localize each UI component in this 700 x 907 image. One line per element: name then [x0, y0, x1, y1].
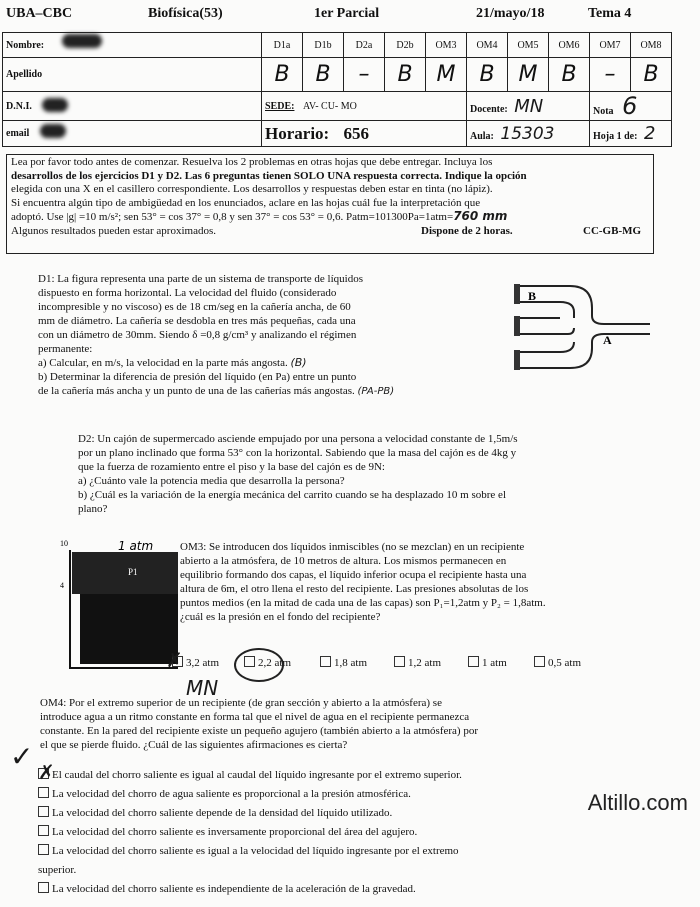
om4-option[interactable] — [38, 880, 648, 899]
d1-hand-b: (PA-PB) — [357, 386, 395, 397]
code-cell: OM5 — [508, 33, 549, 58]
d1-item-a-text: a) Calcular, en m/s, la velocidad en la parte más angosta. — [38, 357, 288, 369]
om4-option[interactable] — [38, 823, 648, 842]
answer-cell[interactable]: – — [344, 58, 385, 92]
om4-option-continuation: superior. — [38, 864, 77, 876]
code-cell: OM6 — [549, 33, 590, 58]
om4-option-label: La velocidad del chorro saliente depende de la densidad del líquido utilizado. — [52, 807, 393, 819]
apellido-label: Apellido — [6, 69, 43, 80]
dispone: Dispone de 2 horas. — [421, 224, 513, 237]
om3-option-label: 1,8 atm — [334, 657, 367, 669]
om4-option-label: El caudal del chorro saliente es igual al caudal del líquido ingresante por el extremo superior. — [52, 769, 462, 781]
upper-liquid — [72, 552, 178, 594]
d2-item-b: b) ¿Cuál es la variación de la energía mecánica del carrito cuando se ha desplazado 10 m sobre el — [78, 489, 506, 501]
fig-hand-atm: 1 atm — [118, 539, 154, 553]
d1-item-a — [38, 356, 498, 370]
om3-option-label: 1,2 atm — [408, 657, 441, 669]
d1-line: D1: La figura representa una parte de un sistema de transporte de líquidos — [38, 273, 363, 285]
nota-label: Nota — [593, 106, 614, 117]
d1-item-b: b) Determinar la diferencia de presión del líquido (en Pa) entre un punto — [38, 371, 357, 383]
code-cell: D1a — [262, 33, 303, 58]
om4-line: OM4: Por el extremo superior de un recipiente (de gran sección y abierto a la atmósfera) se — [40, 697, 442, 709]
instr-line-5-text: adoptó. Use |g| =10 m/s²; sen 53° = cos 37° = 0,8 y sen 37° = cos 53° = 0,6. Patm=101300Pa=1atm= — [11, 211, 454, 223]
d2-line: D2: Un cajón de supermercado asciende empujado por una persona a velocidad constante de 1,5m/s — [78, 433, 518, 445]
container-figure — [58, 530, 178, 670]
fig-mid-label: 4 — [60, 581, 64, 590]
tema: Tema 4 — [588, 6, 632, 21]
docente-label: Docente: — [470, 103, 508, 115]
d1-line: con un diámetro de 30mm. Siendo δ =0,8 g/cm³ y analizando el régimen — [38, 329, 357, 341]
d2-item-a: a) ¿Cuánto vale la potencia media que desarrolla la persona? — [78, 475, 345, 487]
d2-line: que la fuerza de rozamiento entre el piso y la base del cajón es de 9N: — [78, 461, 385, 473]
answer-cell[interactable]: M — [508, 58, 549, 92]
redacted-dni — [42, 98, 68, 112]
hoja-value: 2 — [643, 123, 656, 144]
code-cell: OM7 — [590, 33, 631, 58]
answer-cell[interactable]: – — [590, 58, 631, 92]
pipe-figure — [500, 272, 660, 392]
om3-line: OM3: Se introducen dos líquidos inmiscibles (no se mezclan) en un recipiente — [180, 541, 525, 553]
watermark: Altillo.com — [587, 790, 688, 815]
d1-hand-a: (B) — [290, 356, 307, 369]
d2-item-b-2: plano? — [78, 503, 108, 515]
d1-line: permanente: — [38, 343, 93, 355]
check-mark: ✓ — [10, 740, 34, 773]
checkbox[interactable] — [38, 844, 49, 855]
om3-option[interactable] — [468, 656, 507, 669]
om4-line: el que se pierde fluido. ¿Cuál de las siguientes afirmaciones es cierta? — [40, 739, 348, 751]
d2-line: por un plano inclinado que forma 53° con la horizontal. Sabiendo que la masa del cajón es de 4kg y — [78, 447, 517, 459]
circle-mark — [234, 648, 284, 682]
om3-line: equilibrio formando dos capas, el líquido inferior ocupa el recipiente hasta una — [180, 569, 527, 581]
docente-cell[interactable] — [467, 92, 590, 121]
horario-value: 656 — [343, 123, 369, 143]
subject: Biofísica(53) — [148, 6, 223, 21]
nombre-label: Nombre: — [6, 39, 45, 51]
instructions-box — [6, 154, 654, 254]
student-info-table — [2, 32, 672, 147]
d1-section — [38, 272, 498, 399]
om4-line: introduce agua a un ritmo constante en forma tal que el nivel de agua en el recipiente permanezca — [40, 711, 470, 723]
horario-cell[interactable] — [262, 121, 467, 147]
checkbox[interactable] — [38, 825, 49, 836]
aula-label: Aula: — [470, 130, 494, 142]
aula-value: 15303 — [500, 123, 555, 144]
checkbox[interactable] — [38, 787, 49, 798]
redacted-email — [40, 124, 66, 138]
om3-section — [180, 540, 638, 624]
instr-line-1: Lea por favor todo antes de comenzar. Resuelva los 2 problemas en otras hojas que debe entregar. Incluya los — [11, 156, 493, 168]
d1-line: dispuesto en forma horizontal. La velocidad del fluido (considerado — [38, 287, 337, 299]
om4-option[interactable] — [38, 766, 648, 785]
om3-option-label: 3,2 atm — [186, 657, 219, 669]
profesores-codes: CC-GB-MG — [583, 224, 642, 237]
answer-cell[interactable]: B — [467, 58, 508, 92]
institution: UBA–CBC — [6, 6, 73, 21]
instr-line-6 — [11, 225, 649, 239]
om3-option-label: 0,5 atm — [548, 657, 581, 669]
hoja-cell[interactable] — [590, 121, 672, 147]
instr-line-6-text: Algunos resultados pueden estar aproximados. — [11, 224, 216, 237]
sede-options: AV- CU- MO — [302, 100, 357, 112]
answer-cell[interactable]: B — [262, 58, 303, 92]
d1-item-b-2 — [38, 384, 498, 399]
answer-cell[interactable]: B — [631, 58, 672, 92]
instr-line-2: desarrollos de los ejercicios D1 y D2. Las 6 preguntas tienen SOLO UNA respuesta correcta. Indique la opción — [11, 169, 527, 182]
om4-option[interactable] — [38, 785, 648, 804]
horario-label: Horario: — [265, 123, 330, 143]
code-cell: OM4 — [467, 33, 508, 58]
om4-option-label: La velocidad del chorro saliente es inversamente proporcional del área del agujero. — [52, 826, 418, 838]
exam-name: 1er Parcial — [314, 6, 380, 21]
cross-mark: ✗ — [166, 648, 183, 672]
om3-line: ¿cuál es la presión en el fondo del recipiente? — [180, 611, 381, 623]
docente-value: MN — [514, 95, 544, 117]
om3-option-label: 1 atm — [482, 657, 507, 669]
om4-options — [38, 766, 648, 899]
d1-line: incompresible y no viscoso) es de 18 cm/seg en la cañería ancha, de 60 — [38, 301, 351, 313]
om4-option-label: La velocidad del chorro saliente es igual a la velocidad del líquido ingresante por el extremo — [52, 845, 459, 857]
checkbox[interactable] — [394, 656, 405, 667]
apellido-field[interactable] — [3, 58, 262, 92]
redacted-nombre — [62, 34, 102, 48]
om4-option-label: La velocidad del chorro de agua saliente es proporcional a la presión atmosférica. — [52, 788, 411, 800]
code-cell: OM8 — [631, 33, 672, 58]
dni-label: D.N.I. — [6, 100, 32, 112]
om3-line: puntos medios (en la mitad de cada una de las capas) son P₁=1,2atm y P₂ = 1,8atm. — [180, 597, 546, 609]
sede-cell[interactable] — [262, 92, 467, 121]
om3-option-label: 2,2 atm — [258, 657, 291, 669]
sede-label: SEDE: — [265, 100, 295, 112]
pipe-flanges — [514, 284, 520, 370]
answer-cell[interactable]: B — [303, 58, 344, 92]
answer-cell[interactable]: B — [549, 58, 590, 92]
om3-option[interactable] — [534, 656, 581, 669]
label-b: B — [528, 289, 537, 303]
cross-mark: ✗ — [38, 760, 55, 784]
d1-line: mm de diámetro. La cañería se desdobla en tres más pequeñas, cada una — [38, 315, 356, 327]
om4-option[interactable] — [38, 804, 648, 823]
nota-cell[interactable] — [590, 92, 672, 121]
om4-option[interactable] — [38, 842, 648, 861]
checkbox[interactable] — [38, 882, 49, 893]
nombre-field[interactable] — [3, 33, 262, 58]
om3-option[interactable] — [320, 656, 367, 669]
checkbox[interactable] — [320, 656, 331, 667]
instr-line-4: Si encuentra algún tipo de ambigüedad en los enunciados, aclare en las hojas cuál fue la interpretación que — [11, 196, 481, 209]
om3-line: altura de 6m, el otro llena el resto del recipiente. Las presiones absolutas de los — [180, 583, 529, 595]
checkbox[interactable] — [38, 806, 49, 817]
exam-date: 21/mayo/18 — [476, 6, 545, 21]
checkbox[interactable] — [468, 656, 479, 667]
om3-option[interactable] — [394, 656, 441, 669]
code-cell: D2b — [385, 33, 426, 58]
om4-option-label: La velocidad del chorro saliente es independiente de la aceleración de la gravedad. — [52, 883, 416, 895]
fig-p1-label: P1 — [128, 567, 138, 577]
answer-cell[interactable]: B — [385, 58, 426, 92]
om3-line: abierto a la atmósfera, de 10 metros de altura. Los mismos permanecen en — [180, 555, 507, 567]
om4-section — [40, 696, 640, 752]
nota-value: 6 — [622, 92, 638, 120]
label-a: A — [603, 333, 612, 347]
code-cell: D1b — [303, 33, 344, 58]
d1-item-b2-text: de la cañería más ancha y un punto de una de las cañerías más angostas. — [38, 385, 355, 397]
d2-section — [78, 432, 638, 516]
hoja-label: Hoja 1 de: — [593, 131, 638, 142]
lower-liquid — [80, 594, 178, 664]
checkbox[interactable] — [534, 656, 545, 667]
code-cell: OM3 — [426, 33, 467, 58]
answer-cell[interactable]: M — [426, 58, 467, 92]
fig-top-label: 10 — [60, 539, 68, 548]
instr-hand-note: 760 mm — [453, 209, 508, 223]
om3-hand-initials: MN — [186, 676, 219, 700]
code-cell: D2a — [344, 33, 385, 58]
email-label: email — [6, 128, 30, 139]
exam-header — [6, 4, 696, 26]
instr-line-5 — [11, 210, 649, 225]
aula-cell[interactable] — [467, 121, 590, 147]
pipe-outline — [520, 286, 650, 368]
instr-line-3: elegida con una X en el casillero correspondiente. Los desarrollos y respuestas deben estar en tinta (no lápiz). — [11, 183, 493, 195]
om4-line: constante. En la pared del recipiente existe un pequeño agujero (también abierto a la atmósfera) por — [40, 725, 478, 737]
